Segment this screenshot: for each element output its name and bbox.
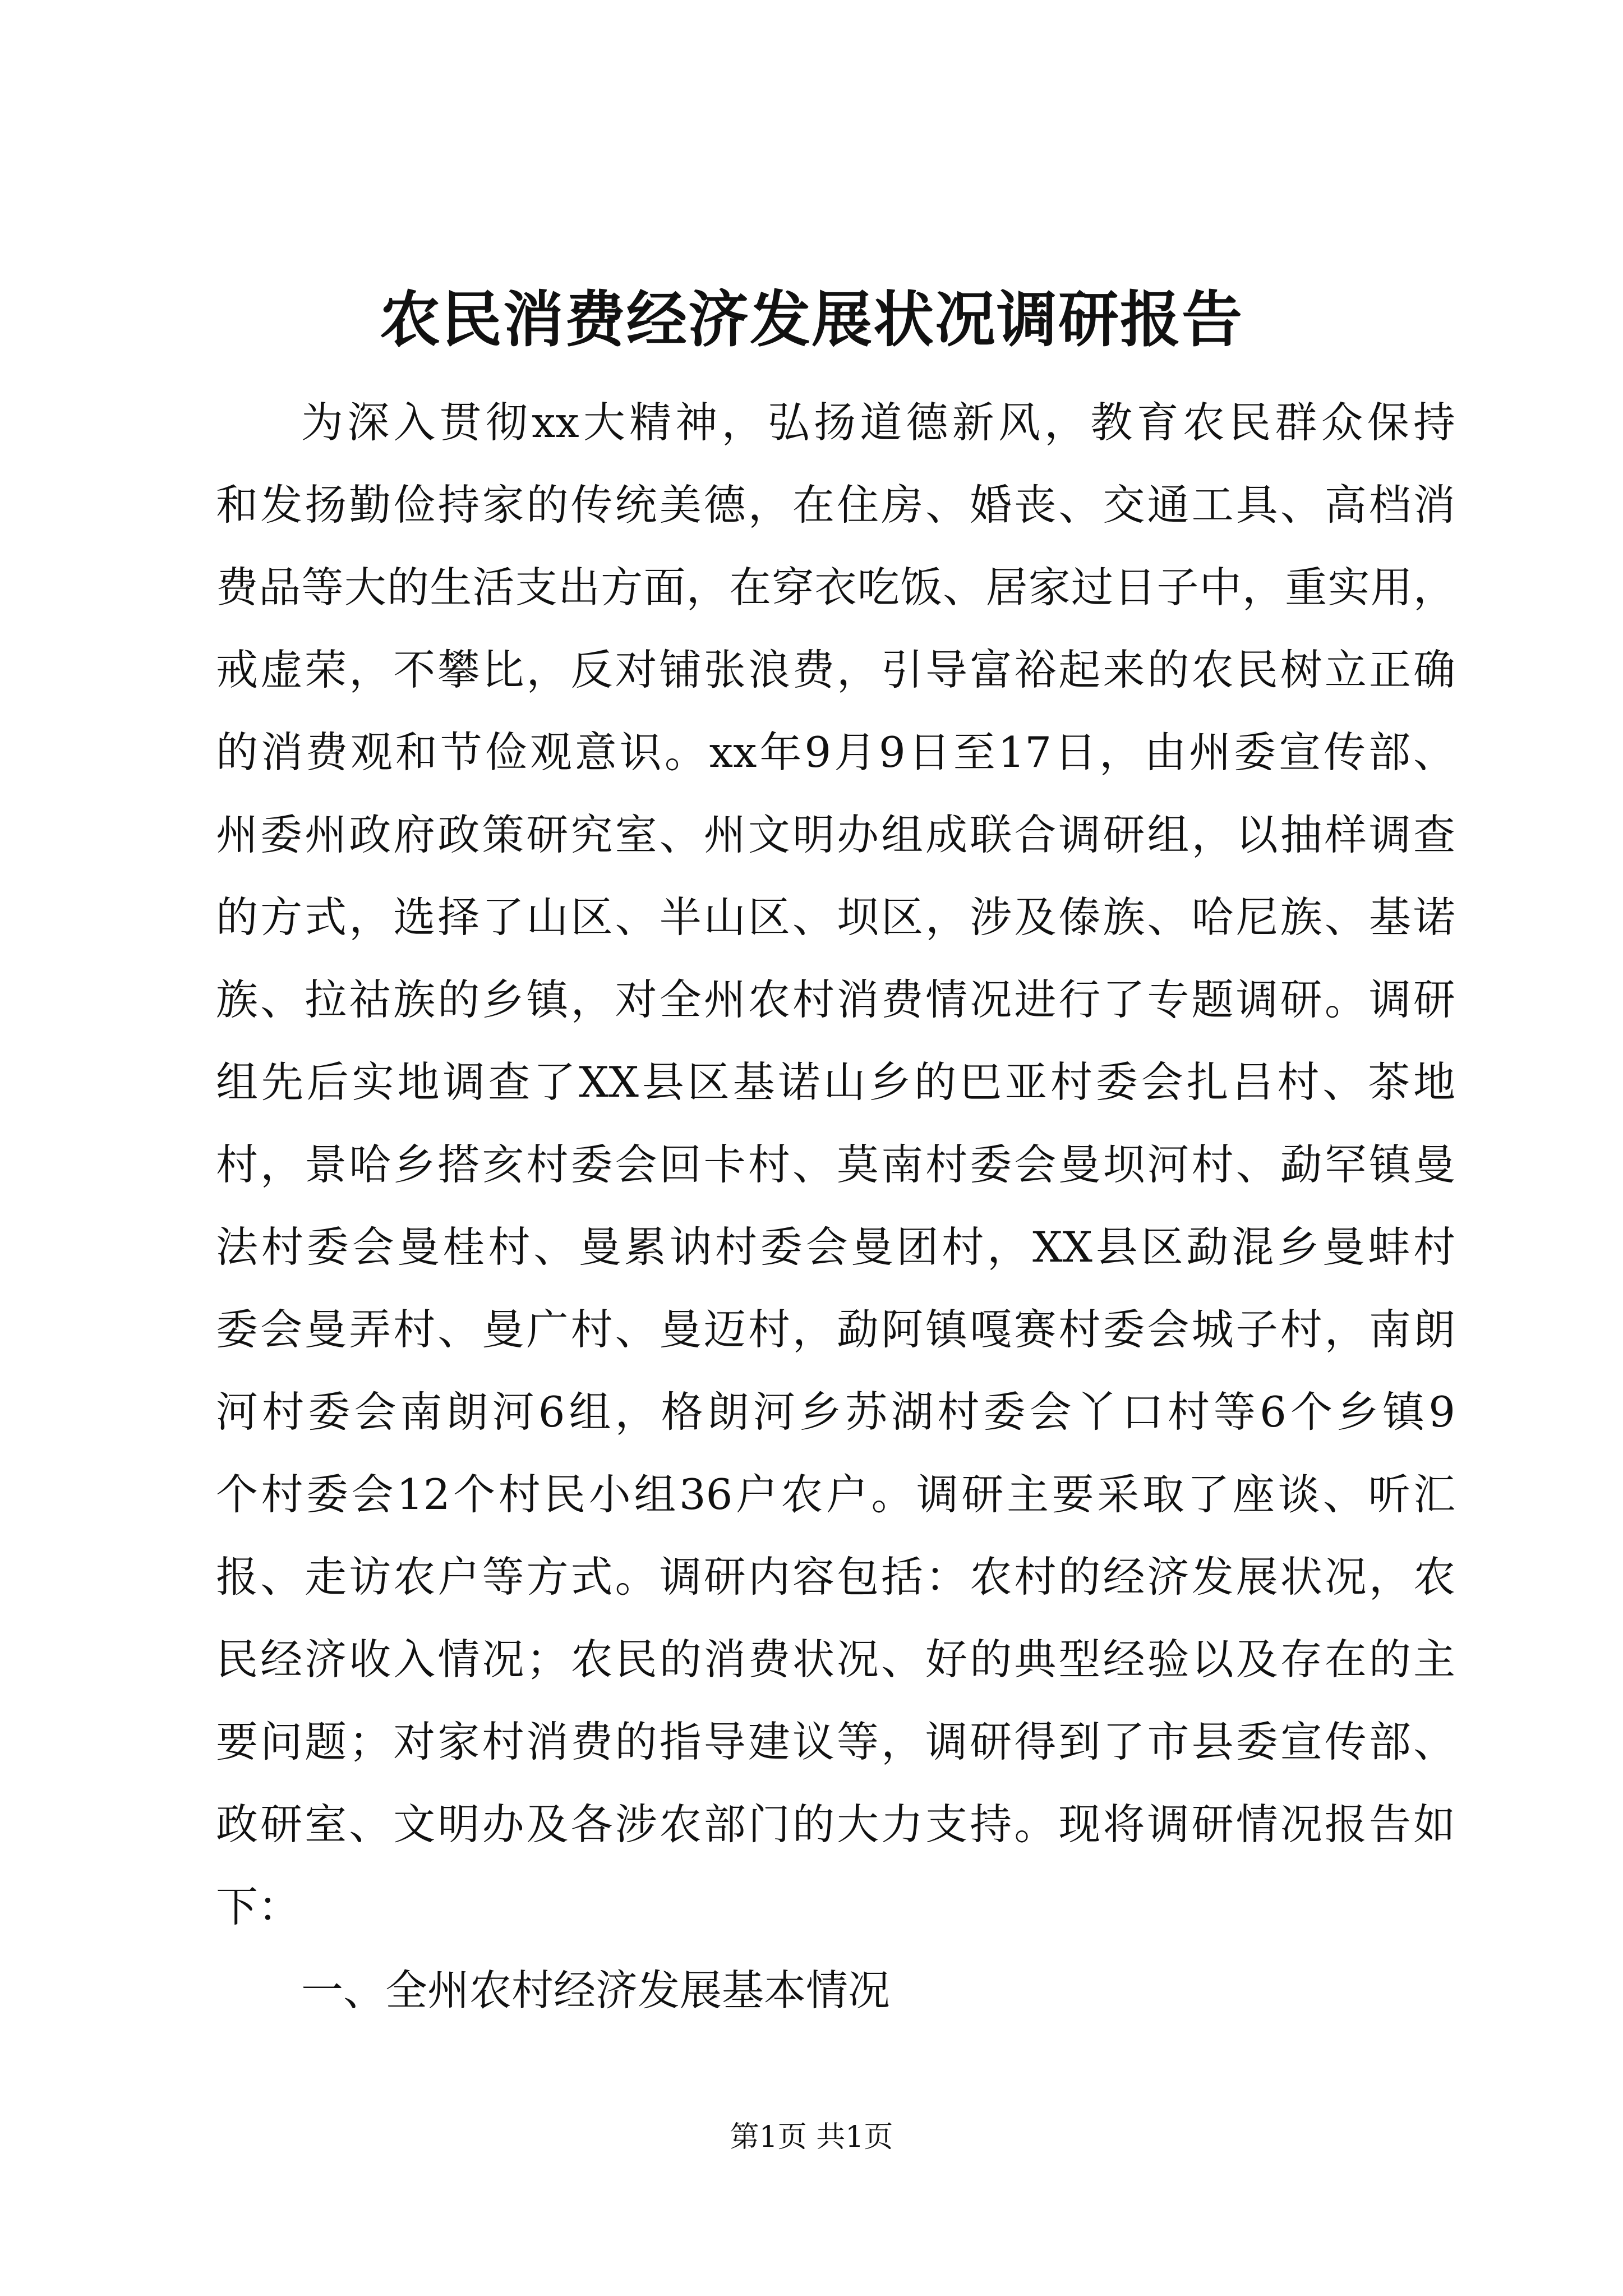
paragraph-line: 委会曼弄村、曼广村、曼迈村，勐阿镇嘎赛村委会城子村，南朗 — [216, 1305, 1455, 1354]
paragraph-line: 组先后实地调查了XX县区基诺山乡的巴亚村委会扎吕村、茶地 — [216, 1057, 1455, 1107]
paragraph-line: 的方式，选择了山区、半山区、坝区，涉及傣族、哈尼族、基诺 — [216, 892, 1455, 942]
paragraph-line: 戒虚荣，不攀比，反对铺张浪费，引导富裕起来的农民树立正确 — [216, 645, 1455, 694]
paragraph-line: 州委州政府政策研究室、州文明办组成联合调研组，以抽样调查 — [216, 810, 1455, 859]
paragraph-line: 的消费观和节俭观意识。xx年9月9日至17日，由州委宣传部、 — [216, 728, 1455, 777]
section-heading: 一、全州农村经济发展基本情况 — [301, 1966, 891, 2015]
paragraph-line: 报、走访农户等方式。调研内容包括：农村的经济发展状况，农 — [216, 1552, 1455, 1602]
intro-paragraph — [216, 381, 1455, 1948]
paragraph-line: 个村委会12个村民小组36户农户。调研主要采取了座谈、听汇 — [216, 1470, 1455, 1519]
paragraph-line: 法村委会曼桂村、曼累讷村委会曼团村，XX县区勐混乡曼蚌村 — [216, 1222, 1455, 1272]
page-footer: 第1页 共1页 — [730, 2120, 893, 2154]
paragraph-line: 费品等大的生活支出方面，在穿衣吃饭、居家过日子中，重实用， — [216, 563, 1455, 612]
paragraph-line: 要问题；对家村消费的指导建议等，调研得到了市县委宣传部、 — [216, 1717, 1455, 1766]
paragraph-line: 为深入贯彻xx大精神，弘扬道德新风，教育农民群众保持 — [301, 398, 1455, 447]
paragraph-line: 下： — [216, 1882, 301, 1931]
paragraph-line: 族、拉祜族的乡镇，对全州农村消费情况进行了专题调研。调研 — [216, 975, 1455, 1024]
paragraph-line: 和发扬勤俭持家的传统美德，在住房、婚丧、交通工具、高档消 — [216, 480, 1455, 530]
paragraph-line: 政研室、文明办及各涉农部门的大力支持。现将调研情况报告如 — [216, 1800, 1455, 1849]
paragraph-line: 民经济收入情况；农民的消费状况、好的典型经验以及存在的主 — [216, 1635, 1455, 1684]
paragraph-line: 村，景哈乡搭亥村委会回卡村、莫南村委会曼坝河村、勐罕镇曼 — [216, 1140, 1455, 1189]
document-title: 农民消费经济发展状况调研报告 — [379, 284, 1243, 355]
paragraph-line: 河村委会南朗河6组，格朗河乡苏湖村委会丫口村等6个乡镇9 — [216, 1387, 1455, 1437]
